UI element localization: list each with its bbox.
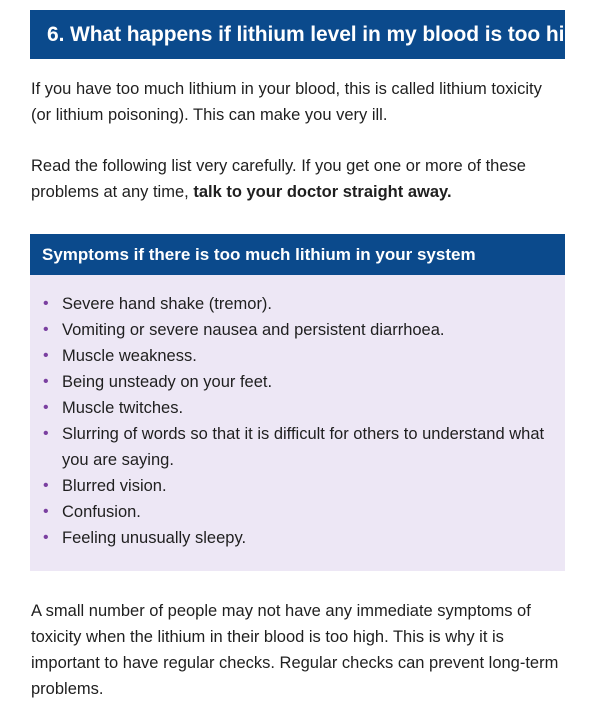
bullet-icon: • bbox=[43, 529, 49, 546]
list-item bbox=[30, 369, 565, 395]
instruction-paragraph bbox=[31, 153, 565, 205]
list-item-text: Muscle twitches. bbox=[62, 399, 184, 417]
bullet-icon: • bbox=[43, 347, 49, 364]
bullet-icon: • bbox=[43, 399, 49, 416]
list-item-text: Slurring of words so that it is difficult for others to understand what you are saying. bbox=[62, 425, 545, 469]
section-heading-bar bbox=[30, 10, 603, 59]
instruction-text: Read the following list very carefully. If you get one or more of these problems at any time, bbox=[31, 157, 526, 201]
list-item bbox=[30, 473, 565, 499]
list-item-text: Vomiting or severe nausea and persistent diarrhoea. bbox=[62, 321, 445, 339]
symptoms-box bbox=[30, 234, 565, 571]
list-item bbox=[30, 291, 565, 317]
bullet-icon: • bbox=[43, 321, 49, 338]
symptoms-box-title: Symptoms if there is too much lithium in your system bbox=[42, 244, 476, 264]
list-item bbox=[30, 395, 565, 421]
closing-paragraph: A small number of people may not have any immediate symptoms of toxicity when the lithium in their blood is too high. This is why it is important to have regular checks. Regular checks can prevent long-term problems. bbox=[31, 602, 559, 698]
bullet-icon: • bbox=[43, 503, 49, 520]
symptoms-list bbox=[30, 275, 565, 551]
intro-paragraph: If you have too much lithium in your blood, this is called lithium toxicity (or lithium poisoning). This can make you very ill. bbox=[31, 80, 542, 124]
bullet-icon: • bbox=[43, 295, 49, 312]
list-item bbox=[30, 525, 565, 551]
list-item-text: Severe hand shake (tremor). bbox=[62, 295, 273, 313]
list-item bbox=[30, 421, 565, 473]
bullet-icon: • bbox=[43, 477, 49, 494]
list-item-text: Confusion. bbox=[62, 503, 141, 521]
list-item-text: Blurred vision. bbox=[62, 477, 167, 495]
list-item-text: Muscle weakness. bbox=[62, 347, 197, 365]
symptoms-box-header bbox=[30, 234, 565, 275]
instruction-emphasis: talk to your doctor straight away. bbox=[193, 183, 452, 201]
list-item-text: Being unsteady on your feet. bbox=[62, 373, 273, 391]
bullet-icon: • bbox=[43, 425, 49, 442]
section-heading: 6. What happens if lithium level in my blood is too high? bbox=[47, 22, 603, 46]
list-item-text: Feeling unusually sleepy. bbox=[62, 529, 247, 547]
list-item bbox=[30, 499, 565, 525]
bullet-icon: • bbox=[43, 373, 49, 390]
list-item bbox=[30, 343, 565, 369]
list-item bbox=[30, 317, 565, 343]
